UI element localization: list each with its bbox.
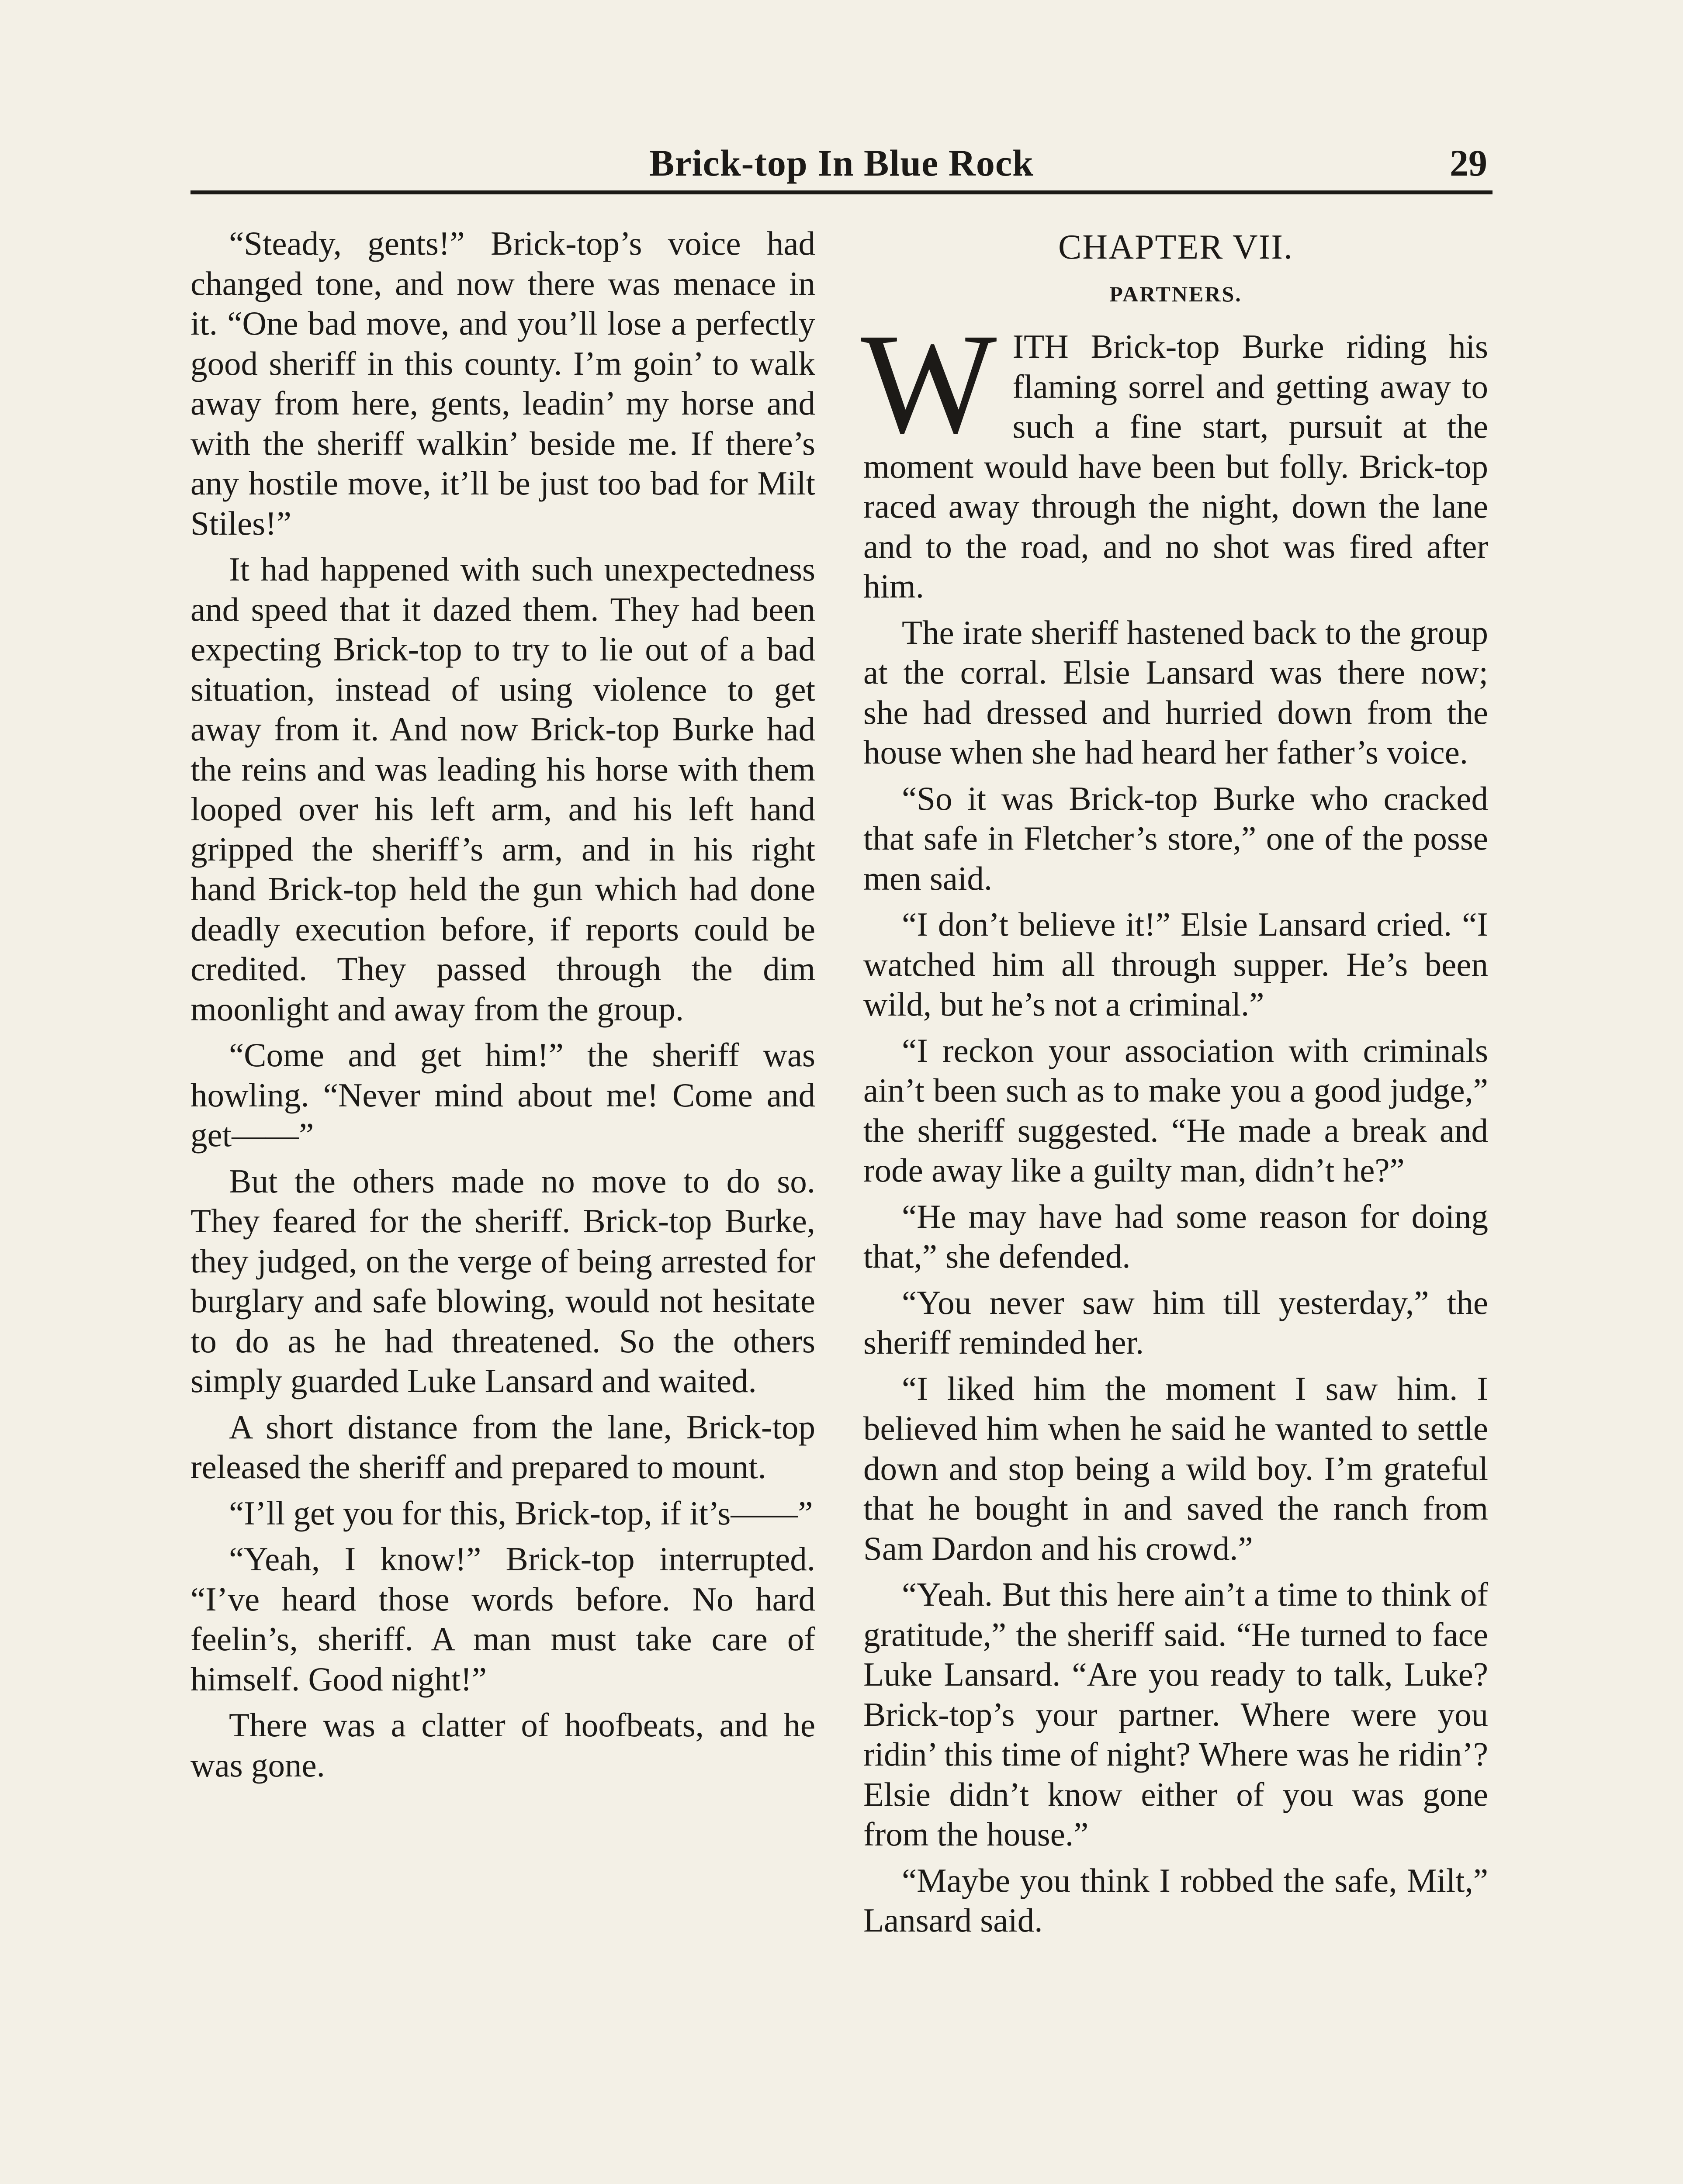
paragraph: But the others made no move to do so. They feared for the sheriff. Brick-top Burke, they judged, on the verge of being arrested for burglary and safe blowing, would not hesitate to do as he had threatened. So the others simply guarded Luke Lansard and waited. [190,1162,815,1400]
page-number: 29 [1450,142,1487,184]
paragraph: There was a clatter of hoofbeats, and he was gone. [190,1706,815,1784]
left-column [190,224,815,1791]
paragraph: “I liked him the moment I saw him. I believed him when he said he wanted to settle down and stop being a wild boy. I’m grateful that he bought in and saved the ranch from Sam Dardon and his crowd.” [863,1369,1488,1567]
paragraph: “Yeah, I know!” Brick-top interrupted. “I’ve heard those words before. No hard feelin’s, sheriff. A man must take care of himself. Good night!” [190,1540,815,1698]
paragraph: A short distance from the lane, Brick-top released the sheriff and prepared to mount. [190,1408,815,1486]
chapter-title: CHAPTER VII. [1058,228,1294,266]
paragraph: The irate sheriff hastened back to the group at the corral. Elsie Lansard was there now; she had dressed and hurried down from the house when she had heard her father’s voice. [863,613,1488,771]
paragraph: “Yeah. But this here ain’t a time to think of gratitude,” the sheriff said. “He turned to face Luke Lansard. “Are you ready to talk, Luke? Brick-top’s your partner. Where were you ridin’ this time of night? Where was he ridin’? Elsie didn’t know either of you was gone from the house.” [863,1576,1488,1853]
paragraph: “Maybe you think I robbed the safe, Milt,” Lansard said. [863,1861,1488,1939]
header-rule [190,190,1493,194]
paragraph: “Come and get him!” the sheriff was howling. “Never mind about me! Come and get——” [190,1036,815,1154]
right-column [863,224,1488,1947]
paragraph: “You never saw him till yesterday,” the sheriff reminded her. [863,1283,1488,1361]
running-title: Brick-top In Blue Rock [649,142,1034,184]
paragraph: “I reckon your association with criminals ain’t been such as to make you a good judge,” the sheriff suggested. “He made a break and rode away like a guilty man, didn’t he?” [863,1031,1488,1189]
paragraph: “I’ll get you for this, Brick-top, if it’s——” [229,1494,813,1532]
paragraph: “He may have had some reason for doing that,” she defended. [863,1197,1488,1275]
chapter-subtitle: PARTNERS. [1109,282,1242,306]
opening-text: ITH Brick-top Burke riding his flaming sorrel and getting away to such a fine start, pursuit at the moment would have been but folly. Brick-top raced away through the night, down the lane and to the road, and no shot was fired after him. [863,328,1488,605]
paragraph: “Steady, gents!” Brick-top’s voice had changed tone, and now there was menace in it. “One bad move, and you’ll lose a perfectly good sheriff in this county. I’m goin’ to walk away from here, gents, leadin’ my horse and with the sheriff walkin’ beside me. If there’s any hostile move, it’ll be just too bad for Milt Stiles!” [190,225,815,542]
paragraph: It had happened with such unexpectedness and speed that it dazed them. They had been expecting Brick-top to try to lie out of a bad situation, instead of using violence to get away from it. And now Brick-top Burke had the reins and was leading his horse with them looped over his left arm, and his left hand gripped the sheriff’s arm, and in his right hand Brick-top held the gun which had done deadly execution before, if reports could be credited. They passed through the dim moonlight and away from the group. [190,550,815,1028]
paragraph: “I don’t believe it!” Elsie Lansard cried. “I watched him all through supper. He’s been wild, but he’s not a criminal.” [863,905,1488,1023]
chapter-opening-paragraph [861,304,1488,607]
page-header [190,139,1493,196]
drop-cap: W [861,304,997,463]
paragraph: “So it was Brick-top Burke who cracked that safe in Fletcher’s store,” one of the posse men said. [863,779,1488,897]
